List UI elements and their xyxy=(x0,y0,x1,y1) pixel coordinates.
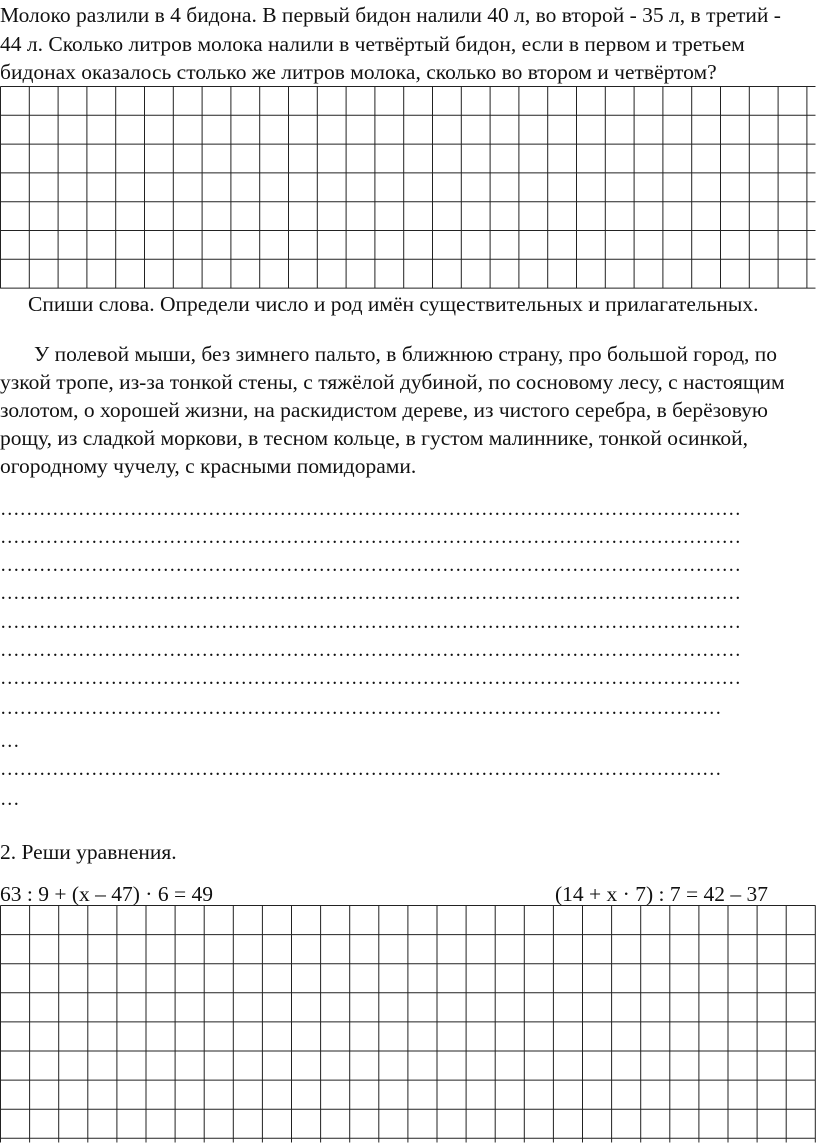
copy-task-line-4: рощу, из сладкой моркови, в тесном кольце, в густом малиннике, тонкой осинкой, xyxy=(0,426,749,450)
answer-line-8-end: … xyxy=(0,731,20,752)
copy-task-line-1: У полевой мыши, без зимнего пальто, в ближнюю страну, про большой город, по xyxy=(34,342,778,366)
problem1-line-2: 44 л. Сколько литров молока налили в четвёртый бидон, если в первом и третьем xyxy=(0,32,745,56)
copy-task-line-3: золотом, о хорошей жизни, на раскидистом дереве, из чистого серебра, в берёзовую xyxy=(0,398,768,422)
task2-heading: 2. Реши уравнения. xyxy=(0,840,177,864)
answer-grid-2 xyxy=(0,905,816,1143)
answer-line-6: …………………………………………………………………………………………………… xyxy=(0,640,741,661)
copy-task-instruction: Спиши слова. Определи число и род имён существительных и прилагательных. xyxy=(28,292,759,316)
answer-line-8: ………………………………………………………………………………………………… xyxy=(0,698,722,719)
answer-grid-1 xyxy=(0,86,816,289)
answer-line-7: …………………………………………………………………………………………………… xyxy=(0,668,741,689)
equation-left: 63 : 9 + (х – 47) · 6 = 49 xyxy=(0,882,213,906)
answer-line-3: …………………………………………………………………………………………………… xyxy=(0,555,741,576)
problem1-line-1: Молоко разлили в 4 бидона. В первый бидон налили 40 л, во второй - 35 л, в третий - xyxy=(0,3,781,27)
copy-task-line-2: узкой тропе, из-за тонкой стены, с тяжёлой дубиной, по сосновому лесу, с настоящим xyxy=(0,370,785,394)
answer-line-2: …………………………………………………………………………………………………… xyxy=(0,527,741,548)
problem1-line-3: бидонах оказалось столько же литров молока, сколько во втором и четвёртом? xyxy=(0,60,717,84)
copy-task-line-5: огородному чучелу, с красными помидорами. xyxy=(0,454,417,478)
answer-line-5: …………………………………………………………………………………………………… xyxy=(0,612,741,633)
answer-line-9-end: … xyxy=(0,789,20,810)
answer-line-4: …………………………………………………………………………………………………… xyxy=(0,583,741,604)
answer-line-1: …………………………………………………………………………………………………… xyxy=(0,499,741,520)
equation-right: (14 + х · 7) : 7 = 42 – 37 xyxy=(555,882,768,906)
answer-line-9: ………………………………………………………………………………………………… xyxy=(0,759,722,780)
